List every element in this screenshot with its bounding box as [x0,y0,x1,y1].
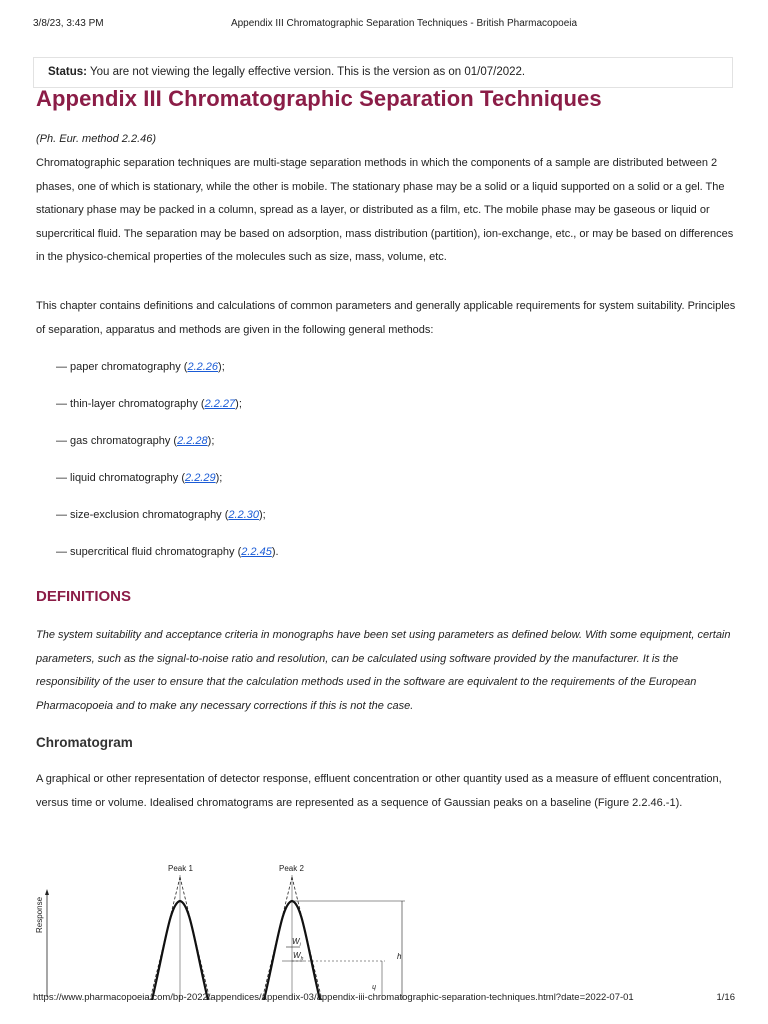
method-link[interactable]: 2.2.26 [187,361,219,373]
status-text: You are not viewing the legally effective version. This is the version as on 01/07/2022. [89,66,526,78]
height-label: h [397,952,402,961]
chromatogram-heading: Chromatogram [36,735,133,750]
method-link[interactable]: 2.2.27 [204,398,236,410]
method-name: — size-exclusion chromatography ( [56,509,229,521]
peak1-label: Peak 1 [168,864,193,873]
methods-list [56,357,279,579]
chromatogram-diagram [30,855,430,1000]
definitions-heading: DEFINITIONS [36,588,132,605]
chromatogram-figure [30,855,430,1000]
paragraph-text: A graphical or other representation of detector response, effluent concentration or other quantity used as a measure of effluent concentration, versus time or volume. Idealised chromatograms are represented as a sequence of Gaussian peaks on a baseline (Figure 2.2.46.-1). [36,773,722,809]
method-name: — thin-layer chromatography ( [56,398,205,410]
status-notice [33,57,733,88]
y-axis-label: Response [35,896,44,933]
method-link[interactable]: 2.2.45 [241,546,272,558]
list-item [56,542,279,579]
list-item [56,468,279,505]
paragraph-text: Chromatographic separation techniques are multi-stage separation methods in which the components of a sample are distributed between 2 phases, one of which is stationary, while the other is mobile. The stationary phase may be a solid or a liquid supported on a solid or a gel. The stationary phase may be packed in a column, spread as a layer, or distributed as a film, etc. The mobile phase may be gaseous or liquid or supercritical fluid. The separation may be based on adsorption, mass distribution (partition), ion-exchange, etc., or may be based on differences in the physico-chemical properties of the molecules such as size, mass, volume, etc. [36,157,734,263]
definitions-intro [36,624,736,718]
width-h-label: $W_h$ [293,951,304,962]
y-axis-arrow [45,889,49,895]
method-suffix: ); [215,472,223,484]
half-height-label: h [372,983,376,990]
scope-paragraph [36,295,736,342]
intro-paragraph [36,152,736,270]
method-link[interactable]: 2.2.28 [177,435,208,447]
page-title: Appendix III Chromatographic Separation Techniques [36,86,602,111]
method-name: — supercritical fluid chromatography ( [56,546,242,558]
list-item [56,394,279,431]
method-link[interactable]: 2.2.29 [185,472,216,484]
width-i-label: $W_i$ [292,937,301,948]
chromatogram-definition [36,768,736,815]
status-label: Status: [48,66,87,78]
method-name: — paper chromatography ( [56,361,188,373]
method-suffix: ); [235,398,242,410]
list-item [56,505,279,542]
method-link[interactable]: 2.2.30 [228,509,259,521]
method-suffix: ); [207,435,215,447]
print-url: https://www.pharmacopoeia.com/bp-2022/appendices/appendix-03/appendix-iii-chromatographic-separation-techniques.html?date=2022-07-01 [33,992,634,1003]
method-suffix: ). [271,546,279,558]
method-reference: (Ph. Eur. method 2.2.46) [36,133,157,145]
print-header [0,0,768,30]
paragraph-text: The system suitability and acceptance criteria in monographs have been set using parameters as defined below. With some equipment, certain parameters, such as the signal-to-noise ratio and resolution, can be calculated using software provided by the manufacturer. It is the responsibility of the user to ensure that the calculation methods used in the software are equivalent to the requirements of the European Pharmacopoeia and to make any necessary corrections if this is not the case. [36,629,731,712]
method-name: — liquid chromatography ( [56,472,186,484]
list-item [56,357,279,394]
method-suffix: ); [259,509,266,521]
page-number: 1/16 [716,992,735,1003]
list-item [56,431,279,468]
print-datetime: 3/8/23, 3:43 PM [33,18,104,29]
paragraph-text: This chapter contains definitions and calculations of common parameters and generally applicable requirements for system suitability. Principles of separation, apparatus and methods are given in the following general methods: [36,300,736,336]
print-page-title: Appendix III Chromatographic Separation Techniques - British Pharmacopoeia [230,18,578,29]
method-name: — gas chromatography ( [56,435,178,447]
method-suffix: ); [218,361,225,373]
peak2-label: Peak 2 [279,864,304,873]
